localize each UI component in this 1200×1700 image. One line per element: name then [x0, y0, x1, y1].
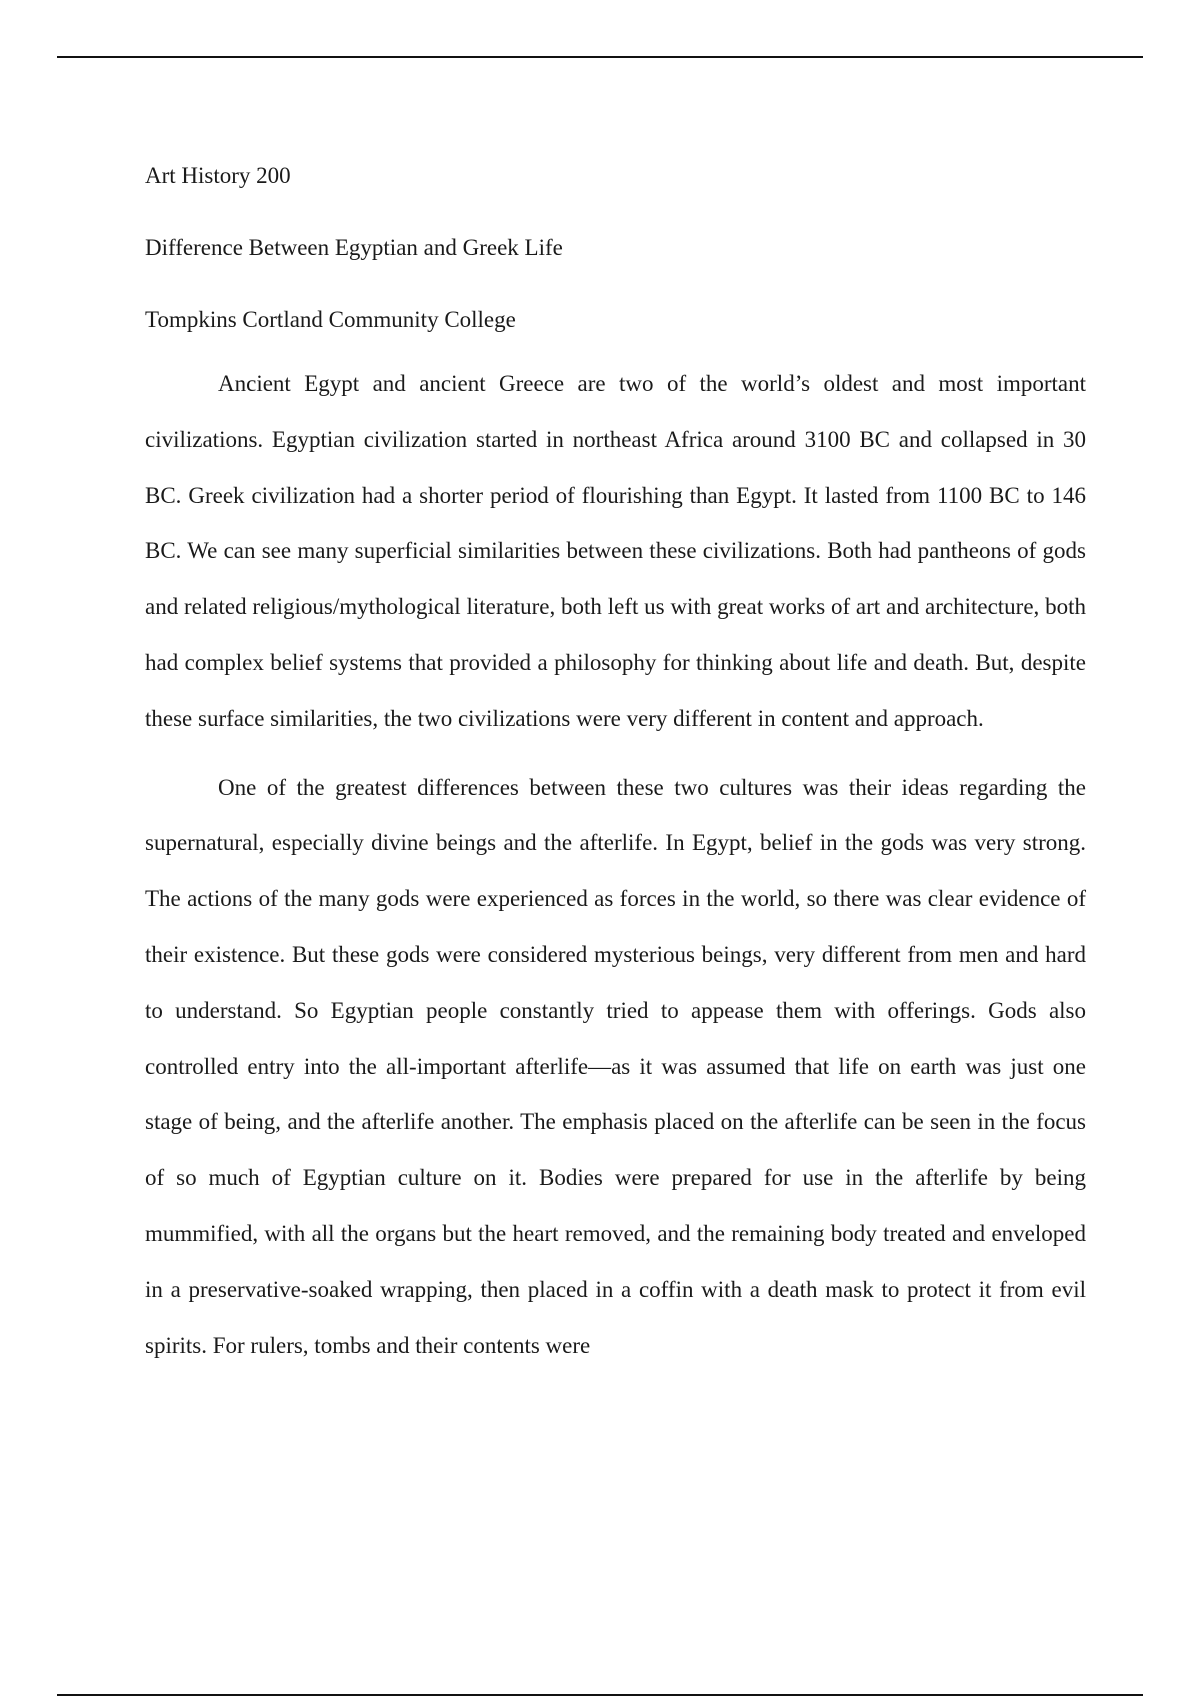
- course-name: Art History 200: [145, 163, 291, 188]
- bottom-rule: [57, 1694, 1143, 1696]
- institution-name: Tompkins Cortland Community College: [145, 307, 516, 332]
- paragraph-2: One of the greatest differences between these two cultures was their ideas regarding the supernatural, especially divine beings and the afterlife. In Egypt, belief in the gods was very strong. The actions of the many gods were experienced as forces in the world, so there was clear evidence of their existence. But these gods were considered mysterious beings, very different from men and hard to understand. So Egyptian people constantly tried to appease them with offerings. Gods also controlled entry into the all-important afterlife—as it was assumed that life on earth was just one stage of being, and the afterlife another. The emphasis placed on the afterlife can be seen in the focus of so much of Egyptian culture on it. Bodies were prepared for use in the afterlife by being mummified, with all the organs but the heart removed, and the remaining body treated and enveloped in a preservative-soaked wrapping, then placed in a coffin with a death mask to protect it from evil spirits. For rulers, tombs and their contents were: [145, 774, 1086, 1358]
- top-rule: [57, 56, 1143, 58]
- paragraph-1: Ancient Egypt and ancient Greece are two of the world’s oldest and most important civilizations. Egyptian civilization started in northeast Africa around 3100 BC and collapsed in 30 BC. Greek civilization had a shorter period of flourishing than Egypt. It lasted from 1100 BC to 146 BC. We can see many superficial similarities between these civilizations. Both had pantheons of gods and related religious/mythological literature, both left us with great works of art and architecture, both had complex belief systems that provided a philosophy for thinking about life and death. But, despite these surface similarities, the two civilizations were very different in content and approach.: [145, 371, 1086, 731]
- essay-title: Difference Between Egyptian and Greek Life: [145, 235, 563, 260]
- document-body: [145, 140, 1086, 1373]
